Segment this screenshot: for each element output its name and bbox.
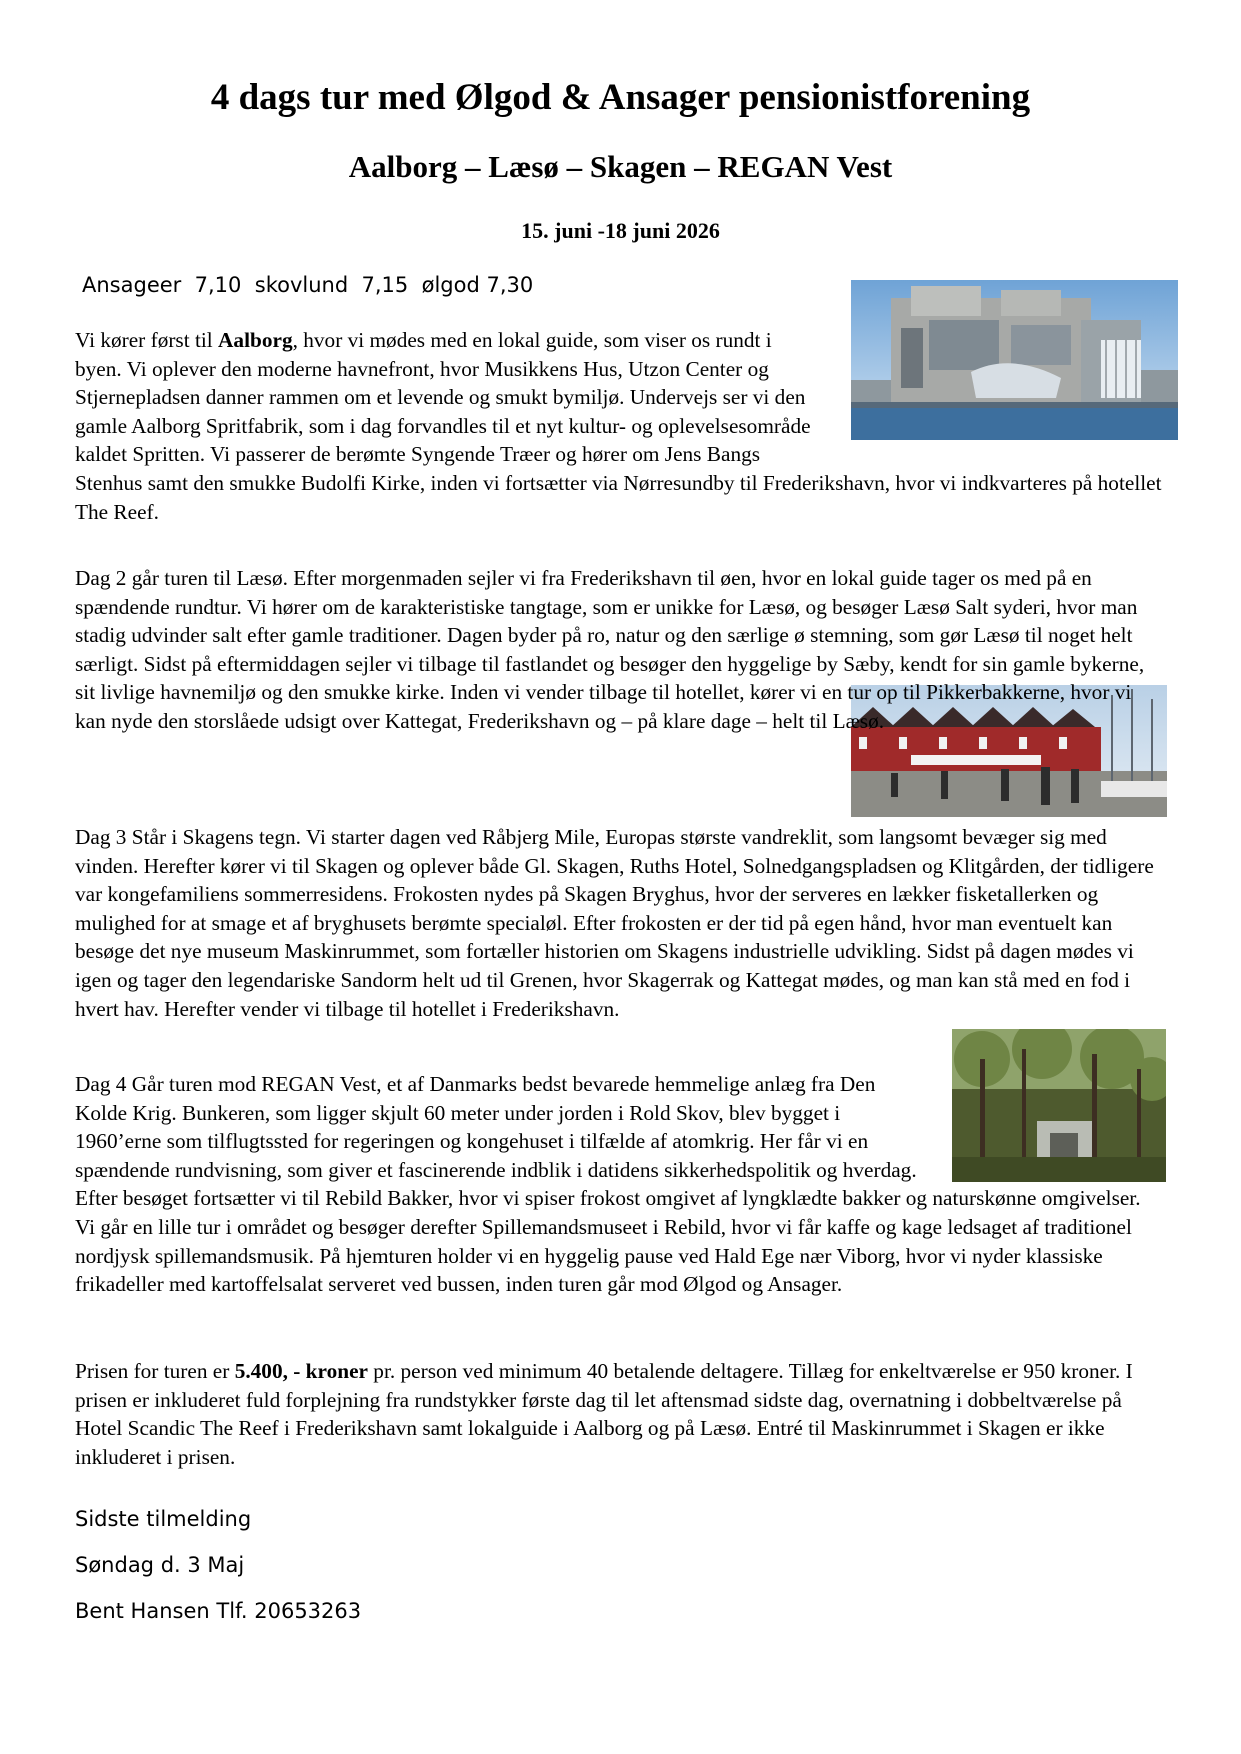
day1-city: Aalborg: [218, 328, 293, 352]
day4-text: Dag 4 Går turen mod REGAN Vest, et af Danmarks bedst bevarede hemmelige anlæg fra Den Kolde Krig. Bunkeren, som ligger skjult 60 meter under jorden i Rold Skov, blev bygget i 1960’erne som tilflugtssted for regeringen og kongehuset i tilfælde af atomkrig. Her får vi en spændende rundvisning, som giver et fascinerende indblik i datidens sikkerhedspolitik og hverdag. Efter besøget fortsætter vi til Rebild Bakker, hvor vi spiser frokost omgivet af lyngklædte bakker og naturskønne omgivelser. Vi går en lille tur i området og besøger derefter Spillemandsmuseet i Rebild, hvor vi får kaffe og kage ledsaget af traditionel nordjysk spillemandsmusik. På hjemturen holder vi en hyggelig pause ved Hald Ege nær Viborg, hvor vi nyder klassiske frikadeller med kartoffelsalat serveret ved bussen, inden turen går mod Ølgod og Ansager.: [75, 1072, 1141, 1297]
deadline-label: Sidste tilmelding: [75, 1507, 252, 1531]
price-paragraph: [75, 1357, 1165, 1471]
photo-spacer: [821, 326, 1165, 442]
day2-paragraph: Dag 2 går turen til Læsø. Efter morgenmaden sejler vi fra Frederikshavn til øen, hvor en lokal guide tager os med på en spændende rundtur. Vi hører om de karakteristiske tangtage, som er unikke for Læsø, og besøger Læsø Salt syderi, hvor man stadig udvinder salt efter gamle traditioner. Dagen byder på ro, natur og den særlige ø stemning, som gør Læsø til noget helt særligt. Sidst på eftermiddagen sejler vi tilbage til fastlandet og besøger den hyggelige by Sæby, kendt for sin gamle bykerne, sit livlige havnemiljø og den smukke kirke. Inden vi vender tilbage til hotellet, kører vi en tur op til Pikkerbakkerne, hvor vi kan nyde den storslåede udsigt over Kattegat, Frederikshavn og – på klare dage – helt til Læsø.: [75, 566, 1145, 733]
price-amount: 5.400, - kroner: [234, 1359, 368, 1383]
day4-paragraph: [75, 1070, 1165, 1299]
contact-info: Bent Hansen Tlf. 20653263: [75, 1599, 362, 1623]
document-title: 4 dags tur med Ølgod & Ansager pensionistforening: [210, 77, 1031, 118]
day1-paragraph: [75, 326, 1165, 526]
document-subtitle: Aalborg – Læsø – Skagen – REGAN Vest: [348, 149, 893, 184]
departure-times: Ansageer 7,10 skovlund 7,15 ølgod 7,30: [82, 273, 534, 297]
price-intro: Prisen for turen er: [75, 1359, 235, 1383]
photo-spacer: [929, 1070, 1165, 1184]
day3-paragraph: Dag 3 Står i Skagens tegn. Vi starter dagen ved Råbjerg Mile, Europas største vandreklit, som langsomt bevæger sig med vinden. Herefter kører vi til Skagen og oplever både Gl. Skagen, Ruths Hotel, Solnedgangspladsen og Klitgården, der tidligere var kongefamiliens sommerresidens. Frokosten nydes på Skagen Bryghus, hvor der serveres en lækker fisketallerken og mulighed for at smage et af bryghusets berømte specialøl. Efter frokosten er der tid på egen hånd, hvor man eventuelt kan besøge det nye museum Maskinrummet, som fortæller historien om Skagens industrielle udvikling. Sidst på dagen mødes vi igen og tager den legendariske Sandorm helt ud til Grenen, hvor Skagerrak og Kattegat mødes, og man kan stå med en fod i hvert hav. Herefter vender vi tilbage til hotellet i Frederikshavn.: [75, 825, 1154, 1021]
deadline-date: Søndag d. 3 Maj: [75, 1553, 245, 1577]
trip-dates: 15. juni -18 juni 2026: [521, 218, 720, 243]
day1-text: , hvor vi mødes med en lokal guide, som viser os rundt i byen. Vi oplever den moderne havnefront, hvor Musikkens Hus, Utzon Center og Stjernepladsen danner rammen om et levende og smukt bymiljø. Undervejs ser vi den gamle Aalborg Spritfabrik, som i dag forvandles til et nyt kultur- og oplevelsesområde kaldet Spritten. Vi passerer de berømte Syngende Træer og hører om Jens Bangs Stenhus samt den smukke Budolfi Kirke, inden vi fortsætter via Nørresundby til Frederikshavn, hvor vi indkvarteres på hotellet The Reef.: [75, 328, 1162, 524]
day1-intro: Vi kører først til: [75, 328, 219, 352]
price-text: pr. person ved minimum 40 betalende deltagere. Tillæg for enkeltværelse er 950 kroner. I prisen er inkluderet fuld forplejning fra rundstykker første dag til let aftensmad sidste dag, overnatning i dobbeltværelse på Hotel Scandic The Reef i Frederikshavn samt lokalguide i Aalborg og på Læsø. Entré til Maskinrummet i Skagen er ikke inkluderet i prisen.: [75, 1359, 1133, 1469]
